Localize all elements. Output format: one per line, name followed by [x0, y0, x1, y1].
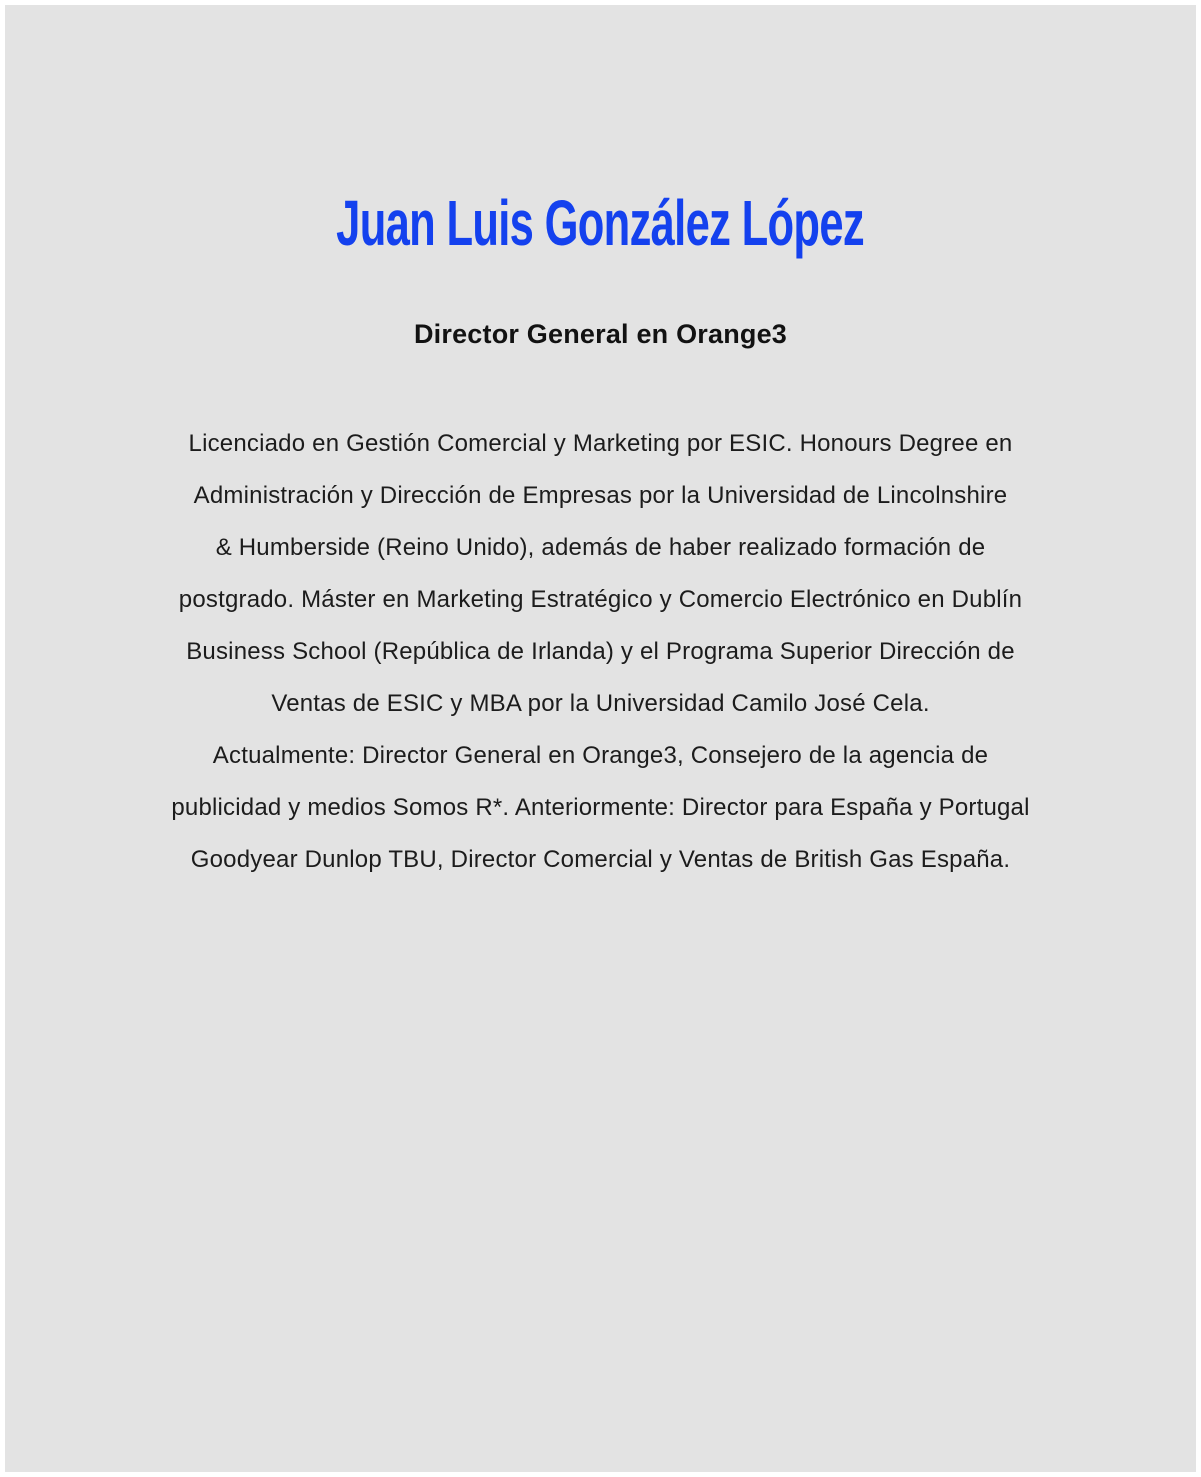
subtitle-container	[5, 319, 1196, 350]
bio-line: Business School (República de Irlanda) y el Programa Superior Dirección de	[186, 638, 1015, 666]
bio-line: & Humberside (Reino Unido), además de haber realizado formación de	[215, 534, 986, 562]
bio-line: Licenciado en Gestión Comercial y Marketing por ESIC. Honours Degree en	[188, 430, 1013, 458]
bio-line: publicidad y medios Somos R*. Anteriormente: Director para España y Portugal	[171, 794, 1030, 822]
bio-line: Actualmente: Director General en Orange3, Consejero de la agencia de	[212, 742, 989, 770]
bio-line: Ventas de ESIC y MBA por la Universidad Camilo José Cela.	[271, 690, 930, 718]
bio-line: Goodyear Dunlop TBU, Director Comercial y Ventas de British Gas España.	[190, 846, 1011, 874]
bio-line: postgrado. Máster en Marketing Estratégico y Comercio Electrónico en Dublín	[178, 586, 1023, 614]
profile-role-subtitle: Director General en Orange3	[413, 319, 788, 350]
profile-name-title: Juan Luis González López	[336, 187, 865, 259]
profile-page	[5, 5, 1196, 1472]
title-container	[5, 187, 1196, 259]
bio-paragraph	[86, 418, 1116, 886]
bio-line: Administración y Dirección de Empresas por la Universidad de Lincolnshire	[193, 482, 1008, 510]
